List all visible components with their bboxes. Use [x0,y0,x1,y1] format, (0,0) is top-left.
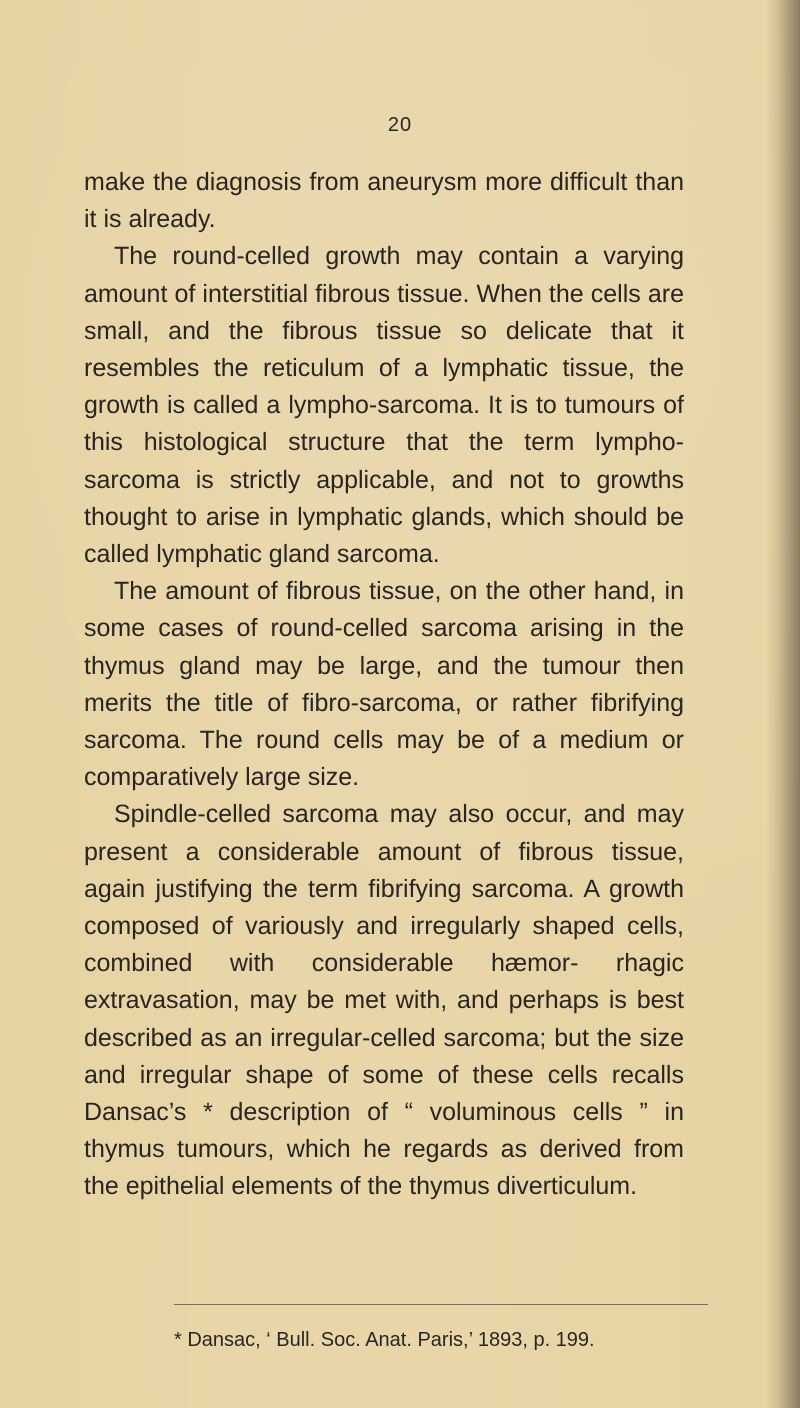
paragraph-3: The amount of fibrous tissue, on the other hand, in some cases of round-celled sarcoma arising in the thymus gland may be large, and the tumour then merits the title of fibro-sarcoma, or rather fibrifying sarcoma. The round cells may be of a medium or comparatively large size. [84,577,684,792]
paragraph-4: Spindle-celled sarcoma may also occur, and may present a considerable amount of fibrous tissue, again justifying the term fibrifying sarcoma. A growth composed of variously and irregularly shaped cells, combined with considerable hæmor- rhagic extravasation, may be met with, and perhaps is best described as an irregular-celled sarcoma; but the size and irregular shape of some of these cells recalls Dansac’s * description of “ voluminous cells ” in thymus tumours, which he regards as derived from the epithelial elements of the thymus diverticulum. [84,800,684,1201]
page-edge-shadow [766,0,800,1408]
paragraph-2: The round-celled growth may contain a varying amount of interstitial fibrous tissue. When the cells are small, and the fibrous tissue so delicate that it resembles the reticulum of a lymphatic tissue, the growth is called a lympho-sarcoma. It is to tumours of this histological structure that the term lympho-sarcoma is strictly applicable, and not to growths thought to arise in lymphatic glands, which should be called lymphatic gland sarcoma. [84,242,684,569]
footnote: * Dansac, ‘ Bull. Soc. Anat. Paris,’ 1893, p. 199. [174,1329,595,1351]
footnote-divider [174,1304,708,1305]
page-number: 20 [387,114,413,136]
paragraph-1: make the diagnosis from aneurysm more difficult than it is already. [84,168,684,234]
body-text [84,164,684,1206]
